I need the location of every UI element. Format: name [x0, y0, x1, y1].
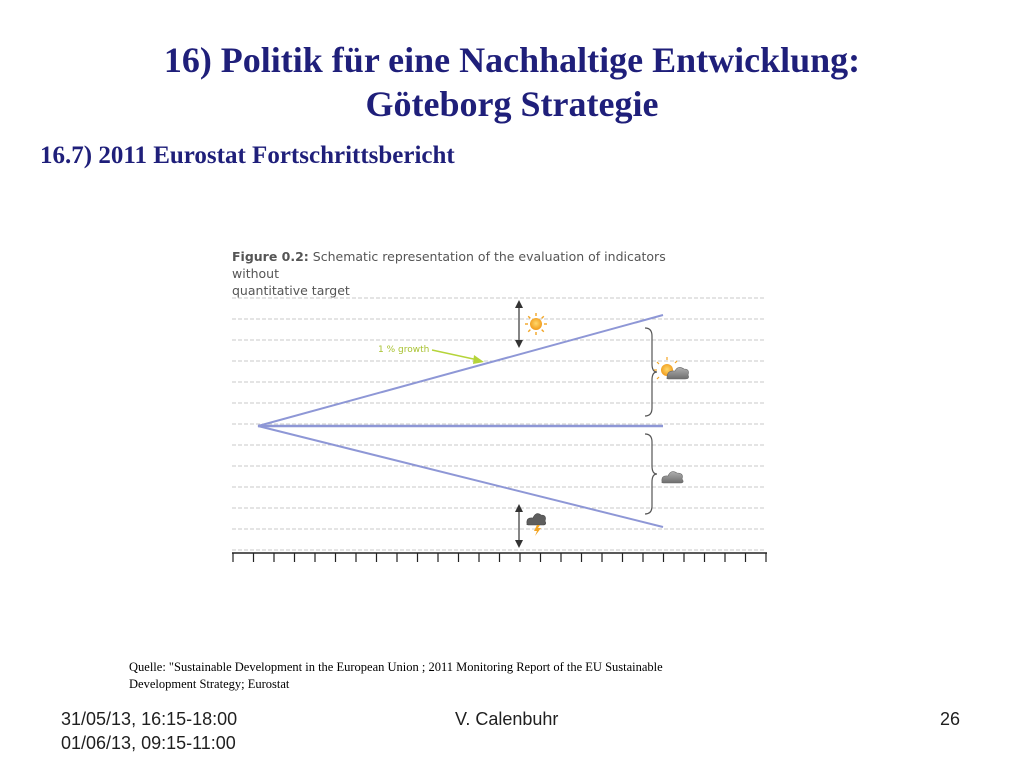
footer-date-line1: 31/05/13, 16:15-18:00 — [61, 709, 238, 729]
footer-date-line2: 01/06/13, 09:15-11:00 — [61, 733, 236, 753]
upper-range-arrow — [515, 300, 523, 348]
figure-caption-line1: Schematic representation of the evaluation of indicators without — [232, 249, 666, 281]
cloud-icon — [662, 472, 683, 483]
source-line1: Quelle: "Sustainable Development in the European Union ; 2011 Monitoring Report of the EU Sustainable — [129, 660, 663, 674]
growth-label: 1 % growth — [378, 345, 430, 355]
upper-trend-line — [258, 315, 663, 426]
sun-icon — [525, 313, 547, 335]
lower-brace — [645, 434, 657, 514]
slide-title-line1: 16) Politik für eine Nachhaltige Entwicklung: — [163, 40, 861, 80]
footer-dates — [61, 707, 237, 755]
storm-cloud-icon — [527, 514, 546, 536]
slide-subtitle: 16.7) 2011 Eurostat Fortschrittsbericht — [40, 142, 455, 169]
footer-page-number: 26 — [940, 709, 961, 729]
x-axis — [232, 553, 767, 562]
figure-label: Figure 0.2: — [232, 249, 309, 264]
source-citation — [129, 659, 789, 693]
lower-trend-line — [258, 426, 663, 527]
growth-label-pointer — [432, 350, 484, 364]
figure-caption-line2: quantitative target — [232, 283, 350, 298]
slide-title-line2: Göteborg Strategie — [365, 84, 659, 124]
lower-range-arrow — [515, 504, 523, 548]
source-line2: Development Strategy; Eurostat — [129, 677, 290, 691]
footer-author: V. Calenbuhr — [455, 709, 559, 729]
sun-cloud-icon — [654, 357, 689, 379]
grid-lines — [232, 298, 766, 550]
